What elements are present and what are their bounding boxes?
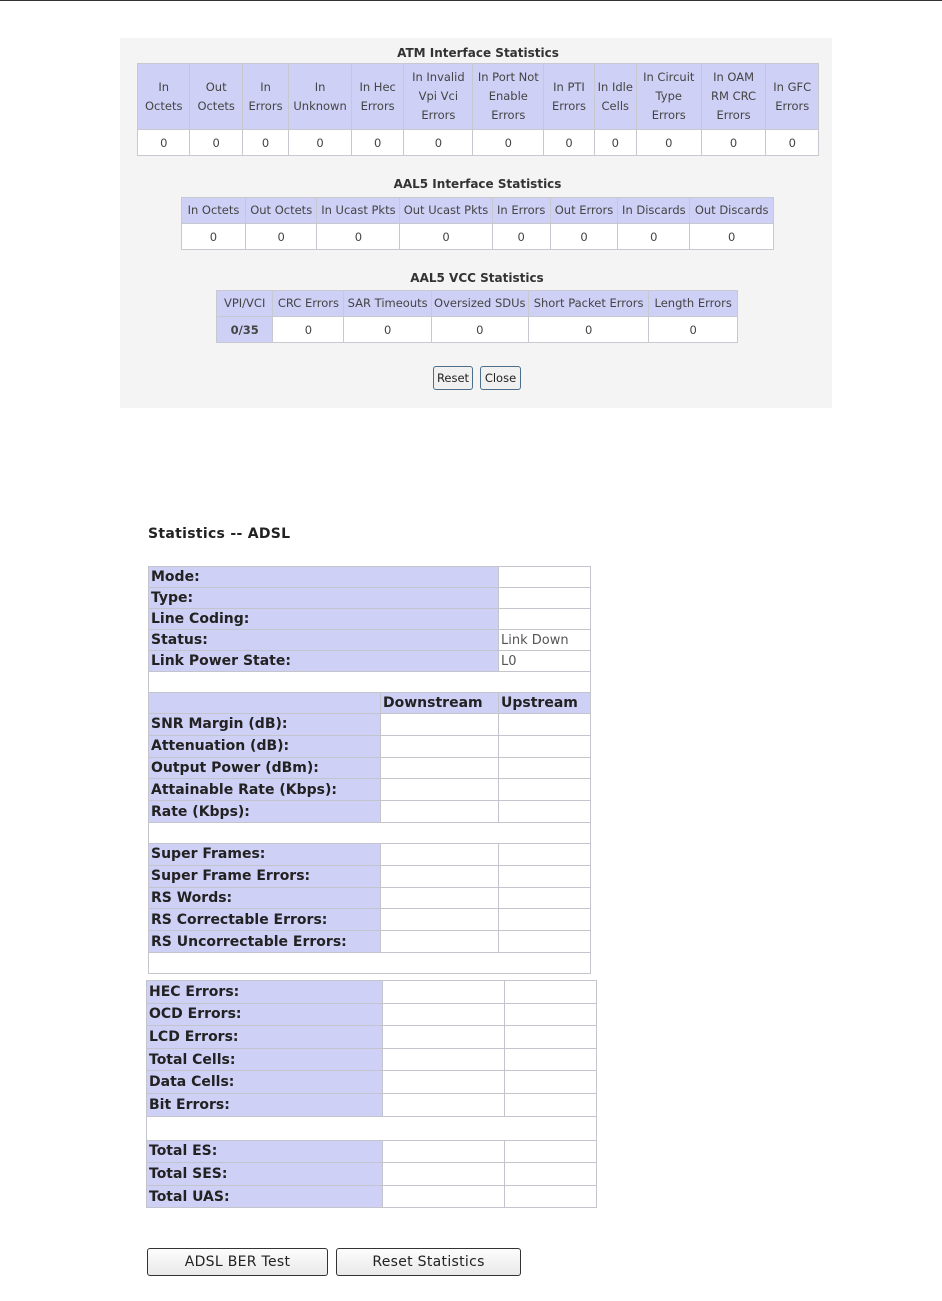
atm-header-in-gfc-errors: In GFC Errors [766,64,819,130]
adsl-metric-label: Super Frame Errors: [149,865,381,887]
adsl-downstream-value [381,801,499,823]
adsl-spacer-cell [149,952,591,973]
adsl-status-label: Status: [149,630,499,651]
adsl-metric-label: Output Power (dBm): [149,757,381,779]
adsl-mode-value [499,567,591,588]
adsl-row-bit-errors [147,1093,597,1116]
vcc-value-row [217,317,738,343]
adsl-row-attenuation-db [149,735,591,757]
adsl-spacer-row [149,672,591,693]
adsl-upstream-value [499,931,591,953]
adsl-row-link-power-state [149,651,591,672]
atm-header-in-circuit-type-errors: In Circuit Type Errors [636,64,701,130]
adsl-row-mode [149,567,591,588]
adsl-metric-label: Attainable Rate (Kbps): [149,779,381,801]
atm-value-in-port-not-enable-errors: 0 [473,130,544,156]
adsl-row-total-es [147,1140,597,1163]
adsl-upstream-value [499,865,591,887]
aal5-header-in-octets: In Octets [182,198,246,224]
vcc-value-length-errors: 0 [649,317,738,343]
aal5-header-out-ucast-pkts: Out Ucast Pkts [400,198,492,224]
atm-value-in-pti-errors: 0 [544,130,594,156]
adsl-spacer-cell [147,1116,597,1140]
adsl-downstream-value [383,1185,505,1208]
vcc-stats-title: AAL5 VCC Statistics [410,271,544,285]
adsl-type-label: Type: [149,588,499,609]
adsl-page-title: Statistics -- ADSL [148,526,291,542]
adsl-metric-label: Total UAS: [147,1185,383,1208]
adsl-row-ocd-errors [147,1003,597,1026]
adsl-upstream-value [499,843,591,865]
adsl-header-downstream: Downstream [381,693,499,714]
page-top-rule [0,0,942,1]
adsl-ber-test-button[interactable]: ADSL BER Test [147,1248,328,1276]
adsl-line-coding-value [499,609,591,630]
atm-header-in-pti-errors: In PTI Errors [544,64,594,130]
adsl-mode-label: Mode: [149,567,499,588]
adsl-metric-label: Super Frames: [149,843,381,865]
aal5-header-in-errors: In Errors [492,198,550,224]
adsl-status-table [148,566,591,974]
close-button[interactable]: Close [480,366,521,390]
aal5-header-out-errors: Out Errors [550,198,618,224]
aal5-header-out-octets: Out Octets [245,198,317,224]
aal5-value-in-discards: 0 [618,224,690,250]
adsl-downstream-value [383,1026,505,1049]
adsl-row-snr-margin-db [149,714,591,736]
aal5-value-in-errors: 0 [492,224,550,250]
vcc-header-row [217,291,738,317]
atm-value-in-gfc-errors: 0 [766,130,819,156]
adsl-metric-label: SNR Margin (dB): [149,714,381,736]
vcc-header-sar-timeouts: SAR Timeouts [344,291,431,317]
vcc-header-crc-errors: CRC Errors [273,291,344,317]
atm-value-in-errors: 0 [242,130,288,156]
adsl-row-hec-errors [147,981,597,1004]
vcc-stats-table [216,290,738,343]
atm-value-out-octets: 0 [190,130,242,156]
adsl-metric-label: RS Words: [149,887,381,909]
atm-header-in-hec-errors: In Hec Errors [351,64,403,130]
adsl-metric-label: OCD Errors: [147,1003,383,1026]
adsl-metric-label: Total Cells: [147,1048,383,1071]
adsl-metric-label: Total SES: [147,1163,383,1186]
atm-value-in-invalid-vpi-vci-errors: 0 [404,130,473,156]
aal5-stats-table [181,197,774,250]
adsl-row-total-cells [147,1048,597,1071]
atm-header-in-octets: In Octets [138,64,190,130]
adsl-downstream-value [383,1163,505,1186]
vcc-header-short-packet-errors: Short Packet Errors [528,291,649,317]
adsl-column-header-blank [149,693,381,714]
atm-value-in-idle-cells: 0 [594,130,636,156]
adsl-header-upstream: Upstream [499,693,591,714]
adsl-upstream-value [505,1003,597,1026]
adsl-row-total-uas [147,1185,597,1208]
adsl-metric-label: LCD Errors: [147,1026,383,1049]
atm-header-in-idle-cells: In Idle Cells [594,64,636,130]
adsl-metric-label: Rate (Kbps): [149,801,381,823]
adsl-spacer-row [149,952,591,973]
adsl-spacer-row [147,1116,597,1140]
adsl-link-power-state-value: L0 [499,651,591,672]
adsl-upstream-value [505,981,597,1004]
atm-value-in-octets: 0 [138,130,190,156]
aal5-value-in-ucast-pkts: 0 [317,224,400,250]
adsl-row-rate-kbps [149,801,591,823]
adsl-downstream-value [381,714,499,736]
vcc-header-oversized-sdus: Oversized SDUs [431,291,528,317]
adsl-upstream-value [505,1093,597,1116]
adsl-downstream-value [381,865,499,887]
vcc-value-sar-timeouts: 0 [344,317,431,343]
adsl-upstream-value [505,1140,597,1163]
adsl-row-super-frames [149,843,591,865]
adsl-downstream-value [381,757,499,779]
reset-button[interactable]: Reset [433,366,473,390]
adsl-upstream-value [505,1163,597,1186]
aal5-header-row [182,198,774,224]
adsl-row-type [149,588,591,609]
adsl-metric-label: RS Correctable Errors: [149,909,381,931]
adsl-row-output-power-dbm [149,757,591,779]
aal5-header-in-discards: In Discards [618,198,690,224]
adsl-upstream-value [499,779,591,801]
vcc-header-length-errors: Length Errors [649,291,738,317]
aal5-value-out-discards: 0 [690,224,774,250]
adsl-group1-body [149,714,591,823]
atm-header-in-invalid-vpi-vci-errors: In Invalid Vpi Vci Errors [404,64,473,130]
adsl-upstream-value [499,801,591,823]
atm-value-in-unknown: 0 [289,130,352,156]
adsl-upstream-value [505,1048,597,1071]
adsl-metric-label: Bit Errors: [147,1093,383,1116]
adsl-line-coding-label: Line Coding: [149,609,499,630]
atm-value-row [138,130,819,156]
adsl-upstream-value [499,714,591,736]
atm-value-in-circuit-type-errors: 0 [636,130,701,156]
atm-header-out-octets: Out Octets [190,64,242,130]
adsl-upstream-value [499,735,591,757]
adsl-upstream-value [505,1185,597,1208]
reset-statistics-button[interactable]: Reset Statistics [336,1248,521,1276]
atm-header-in-port-not-enable-errors: In Port Not Enable Errors [473,64,544,130]
adsl-spacer-cell [149,822,591,843]
aal5-stats-title: AAL5 Interface Statistics [393,177,562,191]
vcc-value-oversized-sdus: 0 [431,317,528,343]
adsl-upstream-value [505,1026,597,1049]
adsl-metric-label: HEC Errors: [147,981,383,1004]
atm-stats-title: ATM Interface Statistics [397,46,559,60]
aal5-value-out-ucast-pkts: 0 [400,224,492,250]
adsl-row-data-cells [147,1071,597,1094]
adsl-group2-body [149,843,591,952]
adsl-upstream-value [499,757,591,779]
atm-value-in-oam-rm-crc-errors: 0 [701,130,766,156]
adsl-column-header-row [149,693,591,714]
aal5-value-out-errors: 0 [550,224,618,250]
vcc-value-short-packet-errors: 0 [528,317,649,343]
adsl-row-total-ses [147,1163,597,1186]
adsl-status-value: Link Down [499,630,591,651]
aal5-value-out-octets: 0 [245,224,317,250]
atm-header-in-errors: In Errors [242,64,288,130]
adsl-upstream-value [499,909,591,931]
adsl-metric-label: Attenuation (dB): [149,735,381,757]
adsl-group4-body [147,1140,597,1208]
adsl-metric-label: Data Cells: [147,1071,383,1094]
adsl-spacer-row [149,822,591,843]
adsl-row-rs-correctable-errors [149,909,591,931]
atm-value-in-hec-errors: 0 [351,130,403,156]
adsl-link-power-state-label: Link Power State: [149,651,499,672]
vcc-value-vpi-vci: 0/35 [217,317,273,343]
atm-header-in-unknown: In Unknown [289,64,352,130]
adsl-downstream-value [381,735,499,757]
vcc-header-vpi-vci: VPI/VCI [217,291,273,317]
atm-header-row [138,64,819,130]
adsl-type-value [499,588,591,609]
adsl-downstream-value [381,931,499,953]
aal5-value-row [182,224,774,250]
adsl-downstream-value [383,1071,505,1094]
adsl-row-lcd-errors [147,1026,597,1049]
adsl-group3-body [147,981,597,1117]
adsl-downstream-value [381,887,499,909]
adsl-row-status [149,630,591,651]
adsl-cell-statistics-table [146,980,597,1208]
adsl-row-attainable-rate-kbps [149,779,591,801]
adsl-downstream-value [383,1140,505,1163]
adsl-downstream-value [381,779,499,801]
adsl-row-rs-uncorrectable-errors [149,931,591,953]
vcc-value-crc-errors: 0 [273,317,344,343]
adsl-row-rs-words [149,887,591,909]
adsl-downstream-value [381,909,499,931]
adsl-downstream-value [383,1003,505,1026]
aal5-header-in-ucast-pkts: In Ucast Pkts [317,198,400,224]
adsl-row-super-frame-errors [149,865,591,887]
adsl-upstream-value [505,1071,597,1094]
adsl-row-line-coding [149,609,591,630]
adsl-downstream-value [383,981,505,1004]
adsl-spacer-cell [149,672,591,693]
adsl-downstream-value [381,843,499,865]
adsl-downstream-value [383,1048,505,1071]
adsl-upstream-value [499,887,591,909]
aal5-value-in-octets: 0 [182,224,246,250]
atm-header-in-oam-rm-crc-errors: In OAM RM CRC Errors [701,64,766,130]
adsl-metric-label: Total ES: [147,1140,383,1163]
atm-stats-table [137,63,819,156]
adsl-metric-label: RS Uncorrectable Errors: [149,931,381,953]
aal5-header-out-discards: Out Discards [690,198,774,224]
adsl-downstream-value [383,1093,505,1116]
